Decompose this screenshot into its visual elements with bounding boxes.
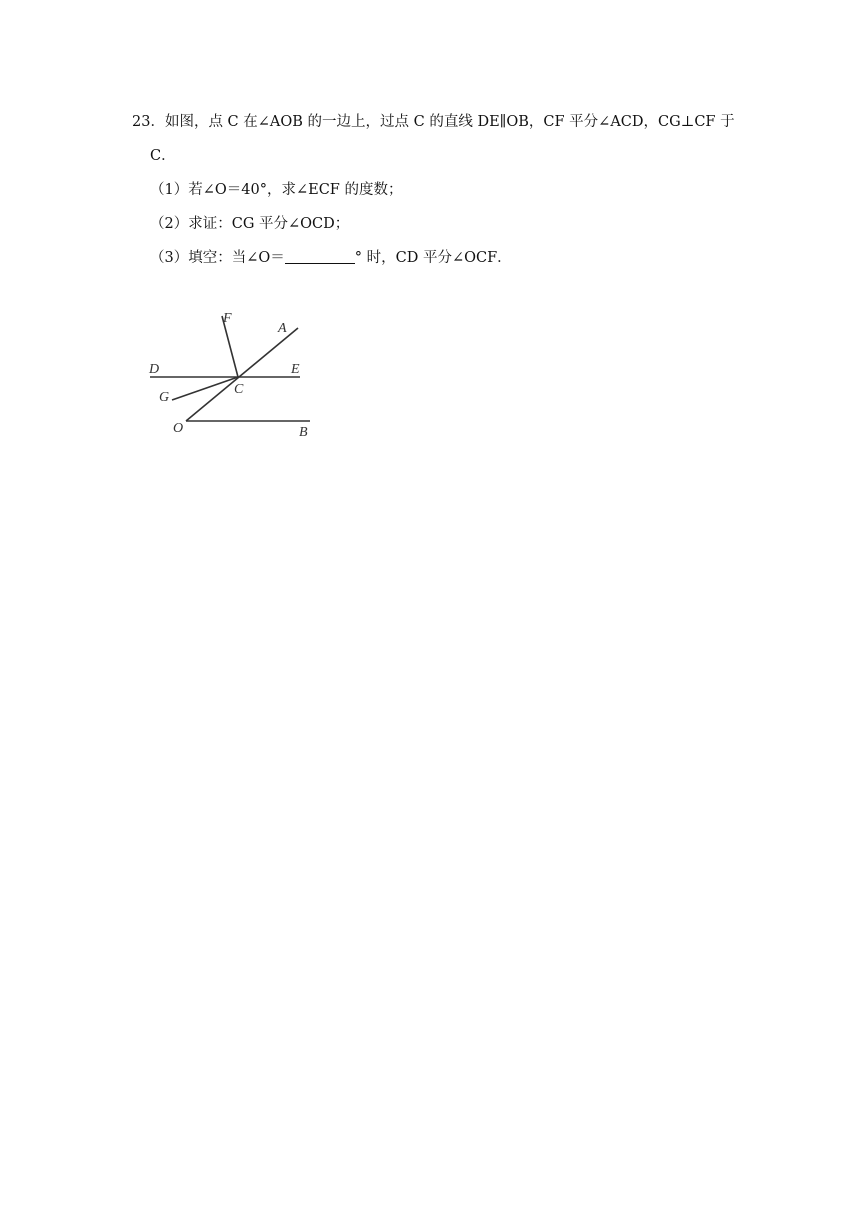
part-2: （2）求证：CG 平分∠OCD； xyxy=(150,216,350,232)
label-F: F xyxy=(223,311,232,326)
answer-blank[interactable] xyxy=(285,249,355,264)
label-C: C xyxy=(234,382,244,397)
part-3-before: （3）填空：当∠O＝ xyxy=(150,250,285,266)
label-B: B xyxy=(299,425,308,440)
geometry-figure xyxy=(140,306,330,446)
label-D: D xyxy=(149,362,160,377)
label-G: G xyxy=(159,390,170,405)
question-stem-cont: C． xyxy=(150,148,176,164)
label-O: O xyxy=(173,421,184,436)
ray-OA xyxy=(186,328,298,421)
question-stem: 23．如图，点 C 在∠AOB 的一边上，过点 C 的直线 DE∥OB，CF 平分∠ACD，CG⊥CF 于 xyxy=(132,114,735,130)
part-3 xyxy=(150,248,512,268)
label-E: E xyxy=(291,362,300,377)
ray-CG xyxy=(172,377,238,400)
label-A: A xyxy=(278,321,287,336)
part-1: （1）若∠O＝40°，求∠ECF 的度数； xyxy=(150,182,403,198)
part-3-after: ° 时，CD 平分∠OCF． xyxy=(354,250,512,266)
